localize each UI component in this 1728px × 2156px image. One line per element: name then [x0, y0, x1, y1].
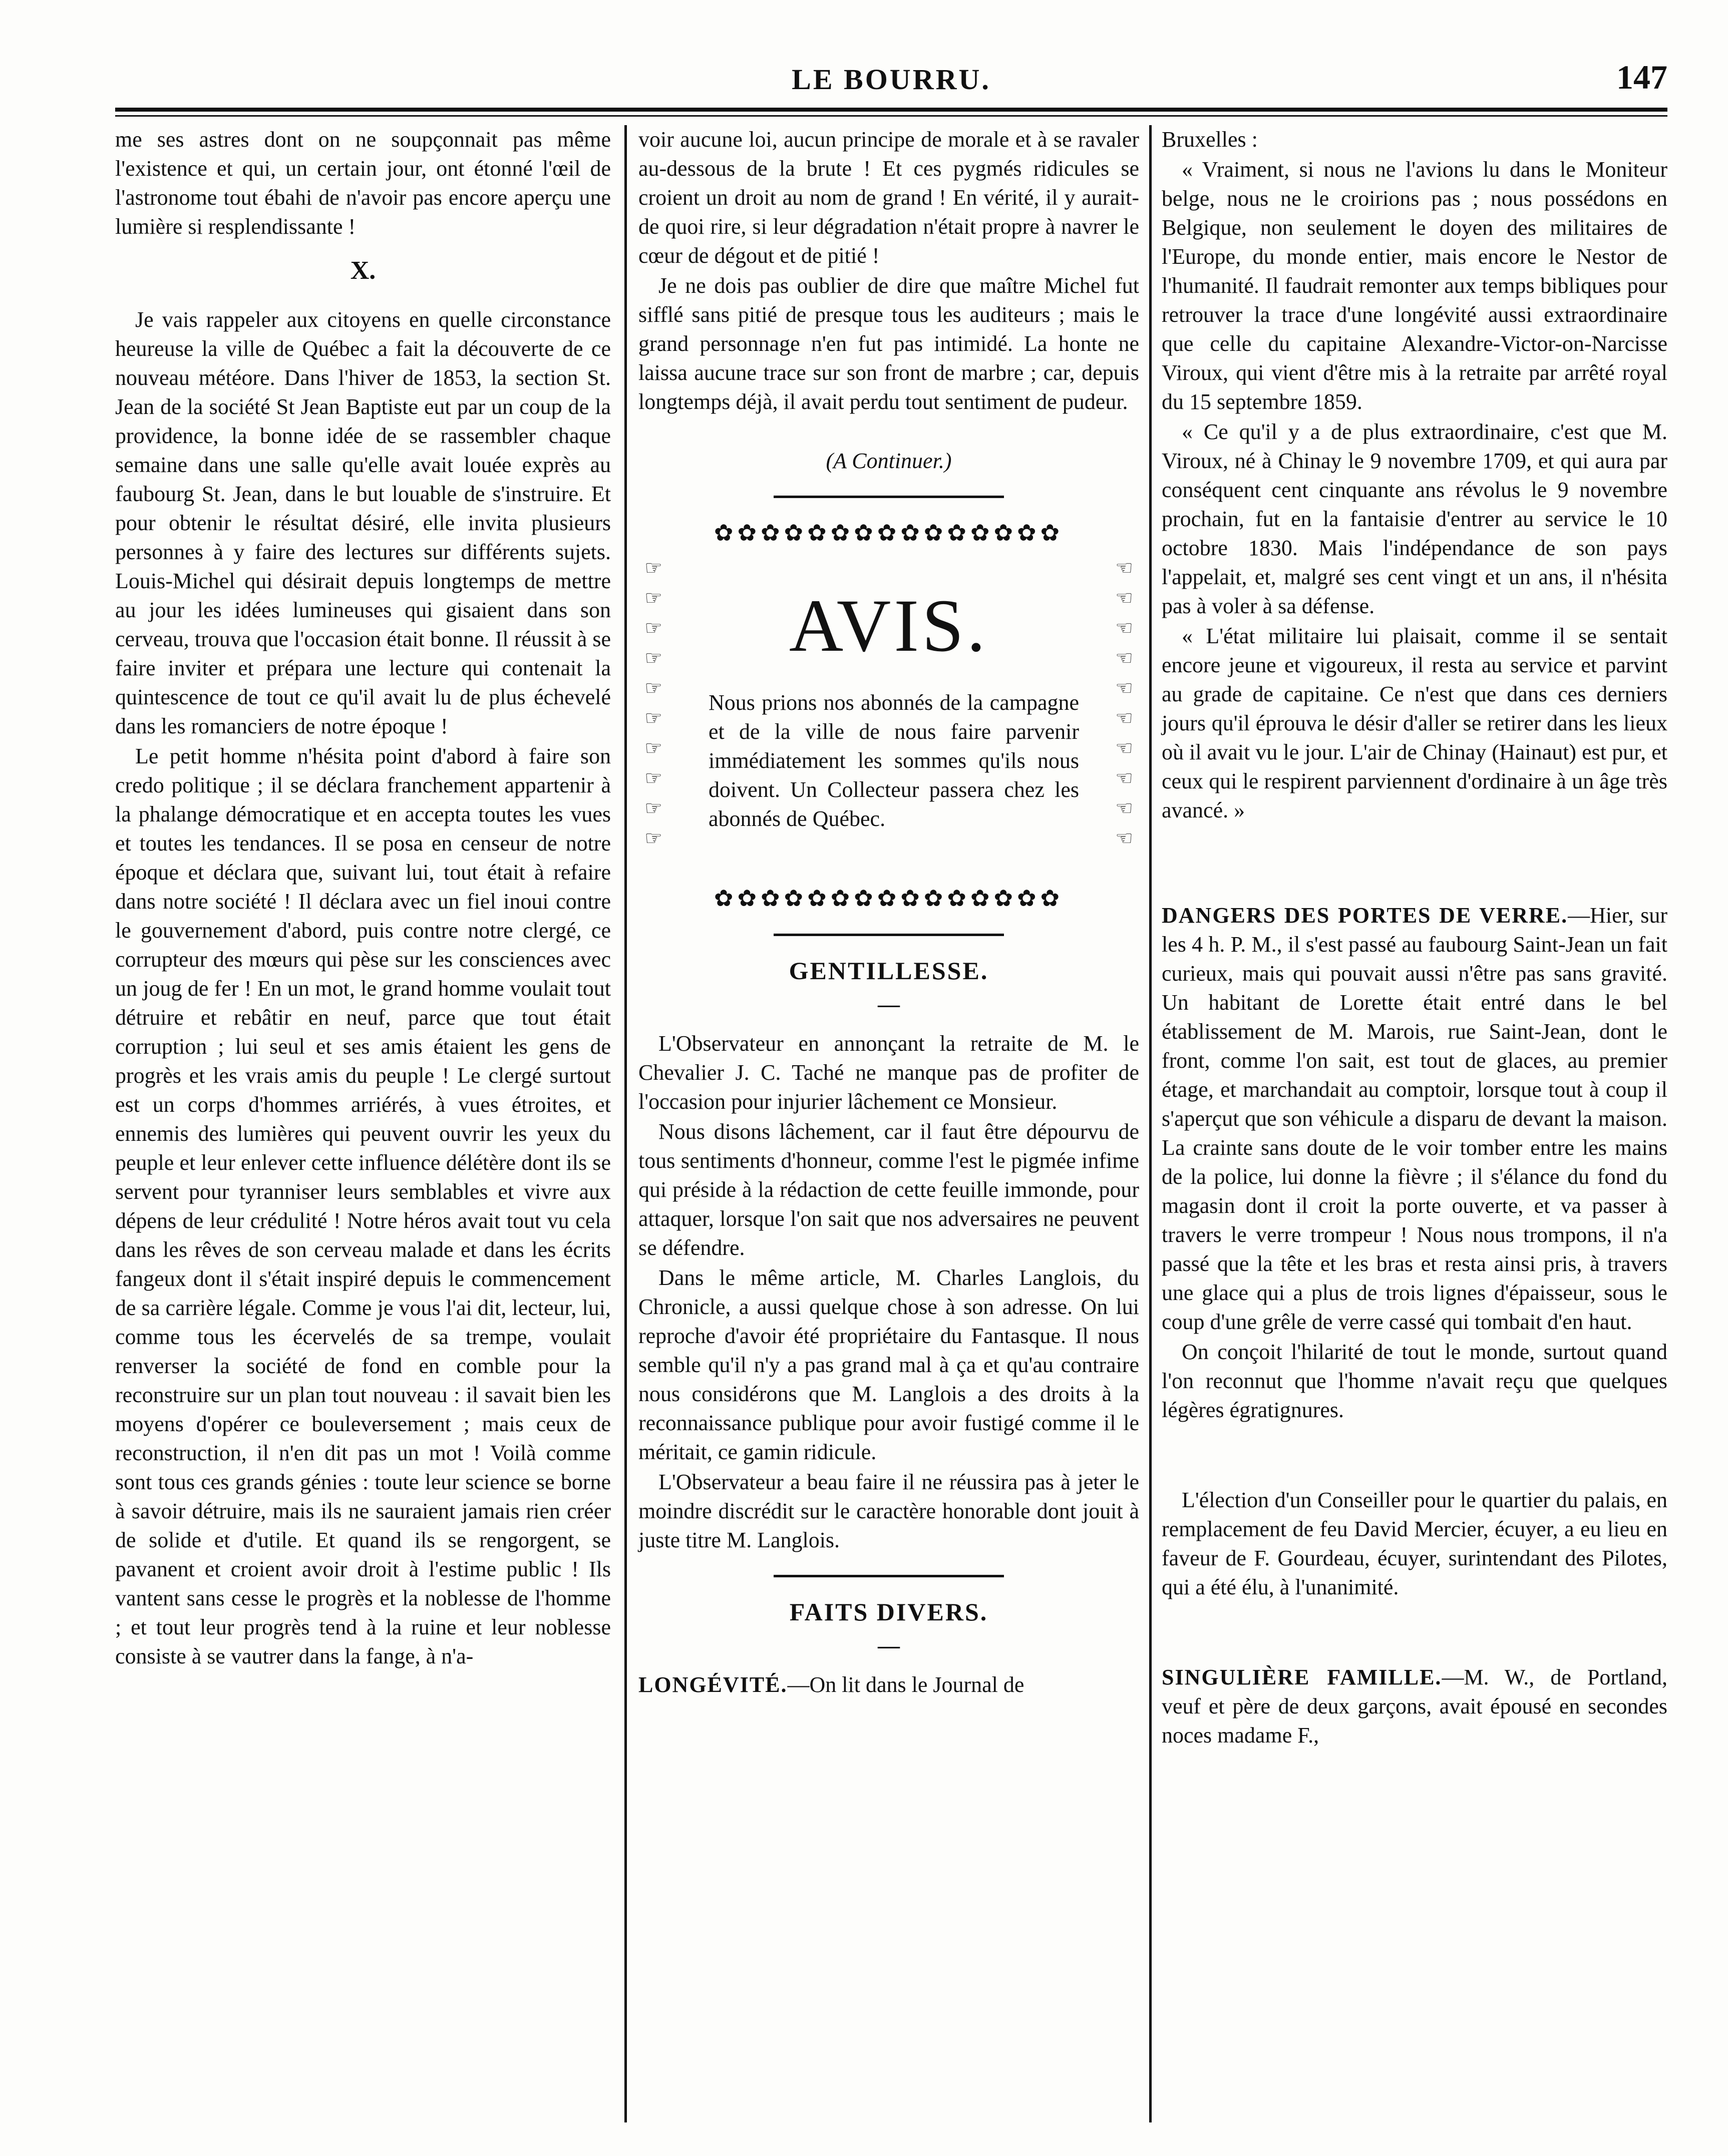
gentillesse-heading: GENTILLESSE.: [789, 957, 989, 985]
col3-paragraph-2: « Ce qu'il y a de plus extraordinaire, c'est que M. Viroux, né à Chinay le 9 novembre 1709, et qui aura par conséquent cent cinquante ans révolus le 9 novembre prochain, fut en la fantaisie d'entrer au service le 10 octobre 1830. Mais l'indépendance de son pays l'appelait, et, malgré ses cent vingt et un ans, il n'hésita pas à voler à sa défense.: [1162, 419, 1667, 618]
spacer: [1162, 1603, 1667, 1663]
avis-bottom-border: ✿✿✿✿✿✿✿✿✿✿✿✿✿✿✿: [714, 886, 1064, 911]
header-rule-thick: [115, 108, 1667, 112]
avis-title: AVIS.: [789, 584, 989, 667]
column-divider-2: [1149, 125, 1152, 2122]
col3-paragraph-0: Bruxelles :: [1162, 127, 1258, 152]
section-number: X.: [350, 256, 376, 285]
gentillesse-paragraph-1: L'Observateur en annonçant la retraite de M. le Chevalier J. C. Taché ne manque pas de profiter de l'occasion pour injurier lâchement ce Monsieur.: [638, 1031, 1139, 1114]
famille-text: —M. W., de Portland, veuf et père de deux garçons, avait épousé en secondes noces madame F.,: [1162, 1665, 1667, 1748]
col1-paragraph-2: Le petit homme n'hésita point d'abord à faire son credo politique ; il se déclara franchement appartenir à la phalange démocratique et en accepta toutes les vues et toutes les tendances. Il se posa en censeur de notre époque et déclara que, suivant lui, tout était à refaire dans notre société ! Il déclara avec un fiel inoui contre le gouvernement d'abord, puis contre notre clergé, ce corrupteur des mœurs qui pèse sur les consciences avec un joug de fer ! En un mot, le grand homme voulait tout détruire et rebâtir en neuf, parce que tout était corruption ; lui seul et ses amis étaient les gens de progrès et les vrais amis du peuple ! Le clergé surtout est un corps d'hommes arriérés, à vues étroites, et ennemis des lumières qui peuvent ouvrir les yeux du peuple et leur enlever cette influence délétère dont ils se servent pour tyranniser leurs semblables et vivre aux dépens de leur crédulité ! Notre héros avait tout vu cela dans les rêves de son cerveau malade et dans les écrits fangeux dont il s'était inspiré depuis le commencement de sa carrière légale. Comme je vous l'ai dit, lecteur, lui, comme tous les écervelés de sa trempe, voulait renverser la société de fond en comble pour la reconstruire sur un plan tout nouveau : il savait bien les moyens d'opérer ce bouleversement ; mais ceux de reconstruction, il n'en dit pas un mot ! Voilà comme sont tous ces grands génies : toute leur science se borne à savoir détruire, mais ils ne sauraient jamais rien créer de solide et d'utile. Et quand ils se rengorgent, se pavanent et croient avoir droit à l'estime public ! Ils vantent sans cesse le progrès et la noblesse de l'homme ; et tout leur progrès tend à la ruine et leur noblesse consiste à se vautrer dans la fange, à n'a-: [115, 744, 611, 1668]
gentillesse-paragraph-3: Dans le même article, M. Charles Langlois, du Chronicle, a aussi quelque chose à son adresse. On lui reproche d'avoir été propriétaire du Fantasque. Il nous semble qu'il n'y a pas grand mal à ça et qu'au contraire nous considérons que M. Langlois a des droits à la reconnaissance publique pour avoir fustigé comme il le méritait, ce gamin ridicule.: [638, 1265, 1139, 1464]
to-be-continued: (A Continuer.): [826, 449, 952, 473]
separator-rule: [774, 934, 1004, 936]
separator-rule: [774, 496, 1004, 498]
avis-right-border: ☜ ☜ ☜ ☜ ☜ ☜ ☜ ☜ ☜ ☜: [1115, 557, 1133, 849]
avis-left-border: ☞ ☞ ☞ ☞ ☞ ☞ ☞ ☞ ☞ ☞: [644, 557, 662, 849]
heading-dash: —: [878, 992, 900, 1017]
dangers-paragraph: [1162, 901, 1667, 1337]
election-paragraph: L'élection d'un Conseiller pour le quartier du palais, en remplacement de feu David Mercier, écuyer, a eu lieu en faveur de F. Gourdeau, écuyer, surintendant des Pilotes, qui a été élu, à l'unanimité.: [1162, 1488, 1667, 1599]
separator-rule: [774, 1575, 1004, 1577]
avis-notice-box: [638, 518, 1139, 914]
dangers-lead: DANGERS DES PORTES DE VERRE.: [1162, 903, 1568, 928]
column-divider-1: [624, 125, 627, 2122]
dangers-text: —Hier, sur les 4 h. P. M., il s'est passé au faubourg Saint-Jean un fait curieux, mais qui pouvait aussi n'être pas sans gravité. Un habitant de Lorette était entré dans le bel établissement de M. Marois, rue Saint-Jean, dont le front, comme l'on sait, est tout de glaces, au premier étage, et marchandait au comptoir, lorsque tout à coup il s'aperçut que son véhicule a disparu de devant la maison. La crainte sans doute de le voir tomber entre les mains de la police, lui donne la fièvre ; il s'élance du fond du magasin dont il croit la porte ouverte, et va passer à travers le verre trompeur ! Nous nous trompons, il n'a passé que la tête et les bras et resta ainsi pris, à travers une glace qui a plus de trois lignes d'épaisseur, sous le coup d'une grêle de verre cassé qui tombait d'en haut.: [1162, 903, 1667, 1334]
page-header: [115, 48, 1667, 103]
avis-text: Nous prions nos abonnés de la campagne et de la ville de nous faire parvenir immédiatement les sommes qu'ils nous doivent. Un Collecteur passera chez les abonnés de Québec.: [709, 690, 1079, 831]
longevite-text: —On lit dans le Journal de: [787, 1672, 1024, 1697]
dangers-paragraph-2: On conçoit l'hilarité de tout le monde, surtout quand l'on reconnut que l'homme n'avait reçu que quelques légères égratignures.: [1162, 1340, 1667, 1422]
faits-divers-heading: FAITS DIVERS.: [789, 1598, 988, 1626]
avis-top-border: ✿✿✿✿✿✿✿✿✿✿✿✿✿✿✿: [714, 520, 1064, 546]
col2-paragraph-1: Je ne dois pas oublier de dire que maître Michel fut sifflé sans pitié de presque tous les auditeurs ; mais le grand personnage n'en fut pas intimidé. La honte ne laissa aucune trace sur son front de marbre ; car, depuis longtemps déjà, il avait perdu tout sentiment de pudeur.: [638, 273, 1139, 414]
famille-paragraph: [1162, 1663, 1667, 1750]
newspaper-title: LE BOURRU.: [792, 63, 991, 96]
page-number: 147: [1616, 58, 1667, 96]
longevite-paragraph: [638, 1670, 1139, 1699]
famille-lead: SINGULIÈRE FAMILLE.: [1162, 1665, 1442, 1689]
gentillesse-paragraph-2: Nous disons lâchement, car il faut être dépourvu de tous sentiments d'honneur, comme l'est le pigmée infime qui préside à la rédaction de cette feuille immonde, pour attaquer, lorsque l'on sait que nos adversaires ne peuvent se défendre.: [638, 1119, 1139, 1260]
col2-paragraph-0: voir aucune loi, aucun principe de morale et à se ravaler au-dessous de la brute ! Et ces pygmés ridicules se croient un droit au nom de grand ! En vérité, il y aurait-de quoi rire, si leur dégradation n'était propre à navrer le cœur de dégout et de pitié !: [638, 127, 1139, 268]
col3-paragraph-3: « L'état militaire lui plaisait, comme il se sentait encore jeune et vigoureux, il resta au service et parvint au grade de capitaine. Ce n'est que dans ces derniers jours qu'il éprouva le désir d'aller se retirer dans les lieux où il avait vu le jour. L'air de Chinay (Hainaut) est pur, et ceux qui le respirent parviennent d'ordinaire à un âge très avancé. »: [1162, 624, 1667, 822]
column-3: [1162, 125, 1667, 1751]
column-1: [115, 125, 611, 1672]
col1-paragraph-1: Je vais rappeler aux citoyens en quelle circonstance heureuse la ville de Québec a fait la découverte de ce nouveau météore. Dans l'hiver de 1853, la section St. Jean de la société St Jean Baptiste eut par un coup de la providence, la bonne idée de se rassembler chaque semaine dans une salle qu'elle avait louée exprès au faubourg St. Jean, dans le but louable de s'instruire. Et pour obtenir le résultat désiré, elle invita plusieurs personnes à y faire des lectures sur différents sujets. Louis-Michel qui désirait depuis longtemps de mettre au jour les idées lumineuses qui gisaient dans son cerveau, trouva que l'occasion était bonne. Il réussit à se faire inviter et prépara une lecture qui contenait la quintescence de tout ce qu'il avait lu de plus échevelé dans les romanciers de notre époque !: [115, 307, 611, 738]
heading-dash: —: [878, 1633, 900, 1658]
longevite-lead: LONGÉVITÉ.: [638, 1672, 788, 1697]
spacer: [1162, 826, 1667, 901]
gentillesse-paragraph-4: L'Observateur a beau faire il ne réussira pas à jeter le moindre discrédit sur le caractère honorable dont jouit à juste titre M. Langlois.: [638, 1470, 1139, 1552]
col3-paragraph-1: « Vraiment, si nous ne l'avions lu dans le Moniteur belge, nous ne le croirions pas ; nous possédons en Belgique, non seulement le doyen des militaires de l'Europe, du monde entier, mais encore le Nestor de l'humanité. Il faudrait remonter aux temps bibliques pour retrouver la trace d'une longévité aussi extraordinaire que celle du capitaine Alexandre-Victor-on-Narcisse Viroux, qui vient d'être mis à la retraite par arrêté royal du 15 septembre 1859.: [1162, 157, 1667, 414]
header-rule-thin: [115, 115, 1667, 117]
col1-paragraph-0: me ses astres dont on ne soupçonnait pas même l'existence et qui, un certain jour, ont étonné l'œil de l'astronome tout ébahi de n'avoir pas encore aperçu une lumière si resplendissante !: [115, 127, 611, 239]
spacer: [1162, 1426, 1667, 1486]
column-2: [638, 125, 1139, 1700]
